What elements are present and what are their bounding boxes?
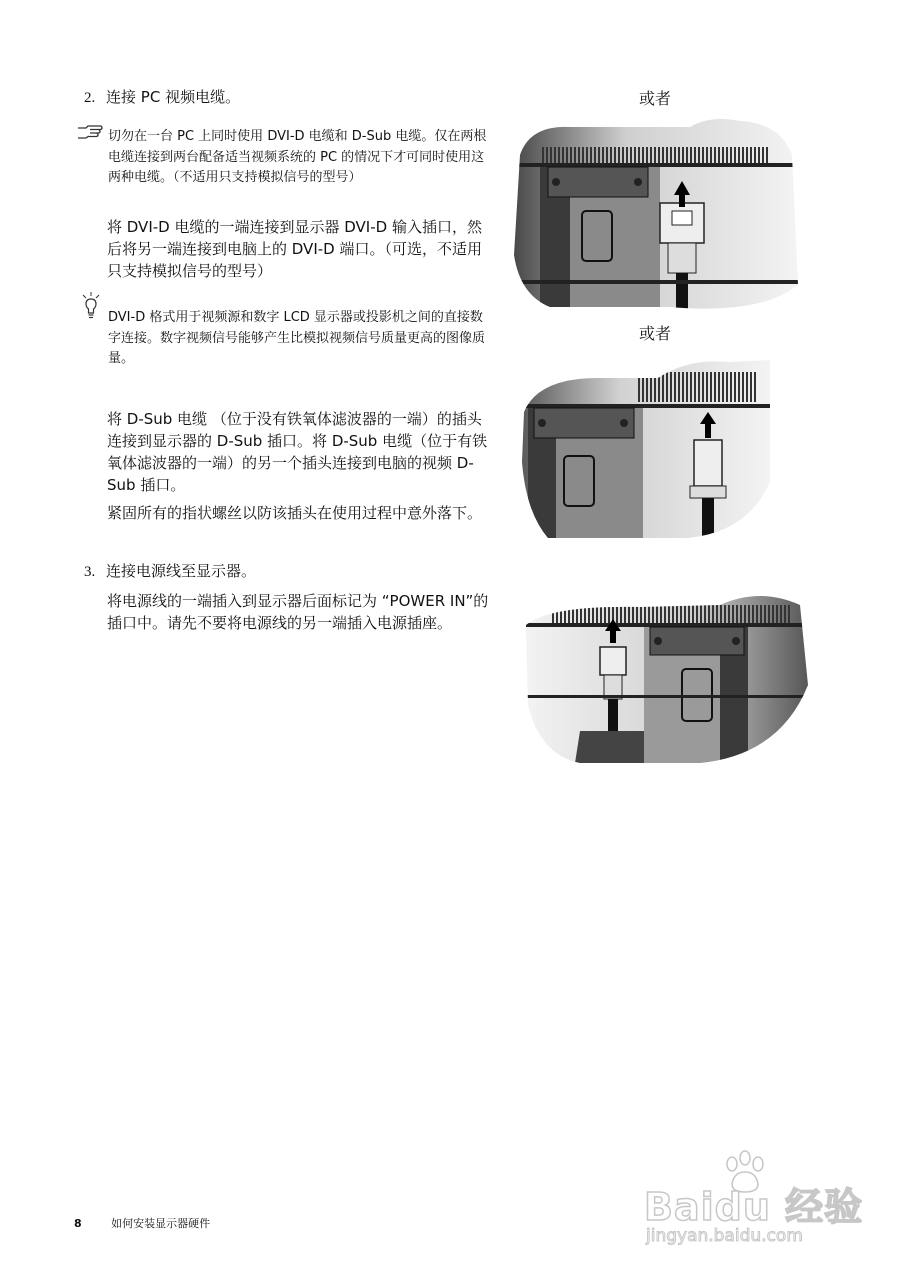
dsub-instruction-paragraph: 将 D-Sub 电缆 （位于没有铁氧体滤波器的一端）的插头连接到显示器的 D-Sub 插口。将 D-Sub 电缆（位于有铁氧体滤波器的一端）的另一个插头连接到电脑的视频 D-Sub 插口。	[107, 410, 488, 494]
note-text: 切勿在一台 PC 上同时使用 DVI-D 电缆和 D-Sub 电缆。仅在两根电缆连接到两台配备适当视频系统的 PC 的情况下才可同时使用这两种电缆。（不适用只支持模拟信号的型号）	[108, 129, 487, 185]
page-footer	[74, 1215, 210, 1231]
power-connection-illustration	[520, 585, 810, 765]
watermark-url: jingyan.baidu.com	[646, 1226, 803, 1246]
or-label: 或者	[639, 89, 672, 108]
section-title: 如何安装显示器硬件	[111, 1217, 211, 1230]
thumbscrew-paragraph: 紧固所有的指状螺丝以防该插头在使用过程中意外落下。	[107, 504, 483, 522]
page-number: 8	[74, 1217, 82, 1230]
step-2-number: 2.	[84, 90, 96, 106]
dsub-connection-illustration	[518, 352, 773, 542]
or-label: 或者	[639, 324, 672, 343]
dvi-instruction-paragraph: 将 DVI-D 电缆的一端连接到显示器 DVI-D 输入插口，然后将另一端连接到电脑上的 DVI-D 端口。（可选，不适用只支持模拟信号的型号）	[107, 218, 482, 280]
step-3-number: 3.	[84, 564, 96, 580]
step-3-heading	[84, 560, 256, 583]
dvi-connection-illustration	[510, 115, 800, 315]
power-instruction-paragraph: 将电源线的一端插入到显示器后面标记为 “POWER IN”的插口中。请先不要将电源线的另一端插入电源插座。	[107, 592, 489, 632]
step-3-title: 连接电源线至显示器。	[106, 562, 257, 580]
tip-text: DVI-D 格式用于视频源和数字 LCD 显示器或投影机之间的直接数字连接。数字视频信号能够产生比模拟视频信号质量更高的图像质量。	[108, 310, 486, 366]
lightbulb-icon	[80, 292, 102, 320]
pointing-hand-icon	[76, 124, 104, 140]
step-2-heading	[84, 86, 240, 109]
baidu-watermark	[640, 1150, 870, 1250]
watermark-brand: Baidu 经验	[644, 1185, 864, 1229]
step-2-title: 连接 PC 视频电缆。	[106, 88, 241, 106]
